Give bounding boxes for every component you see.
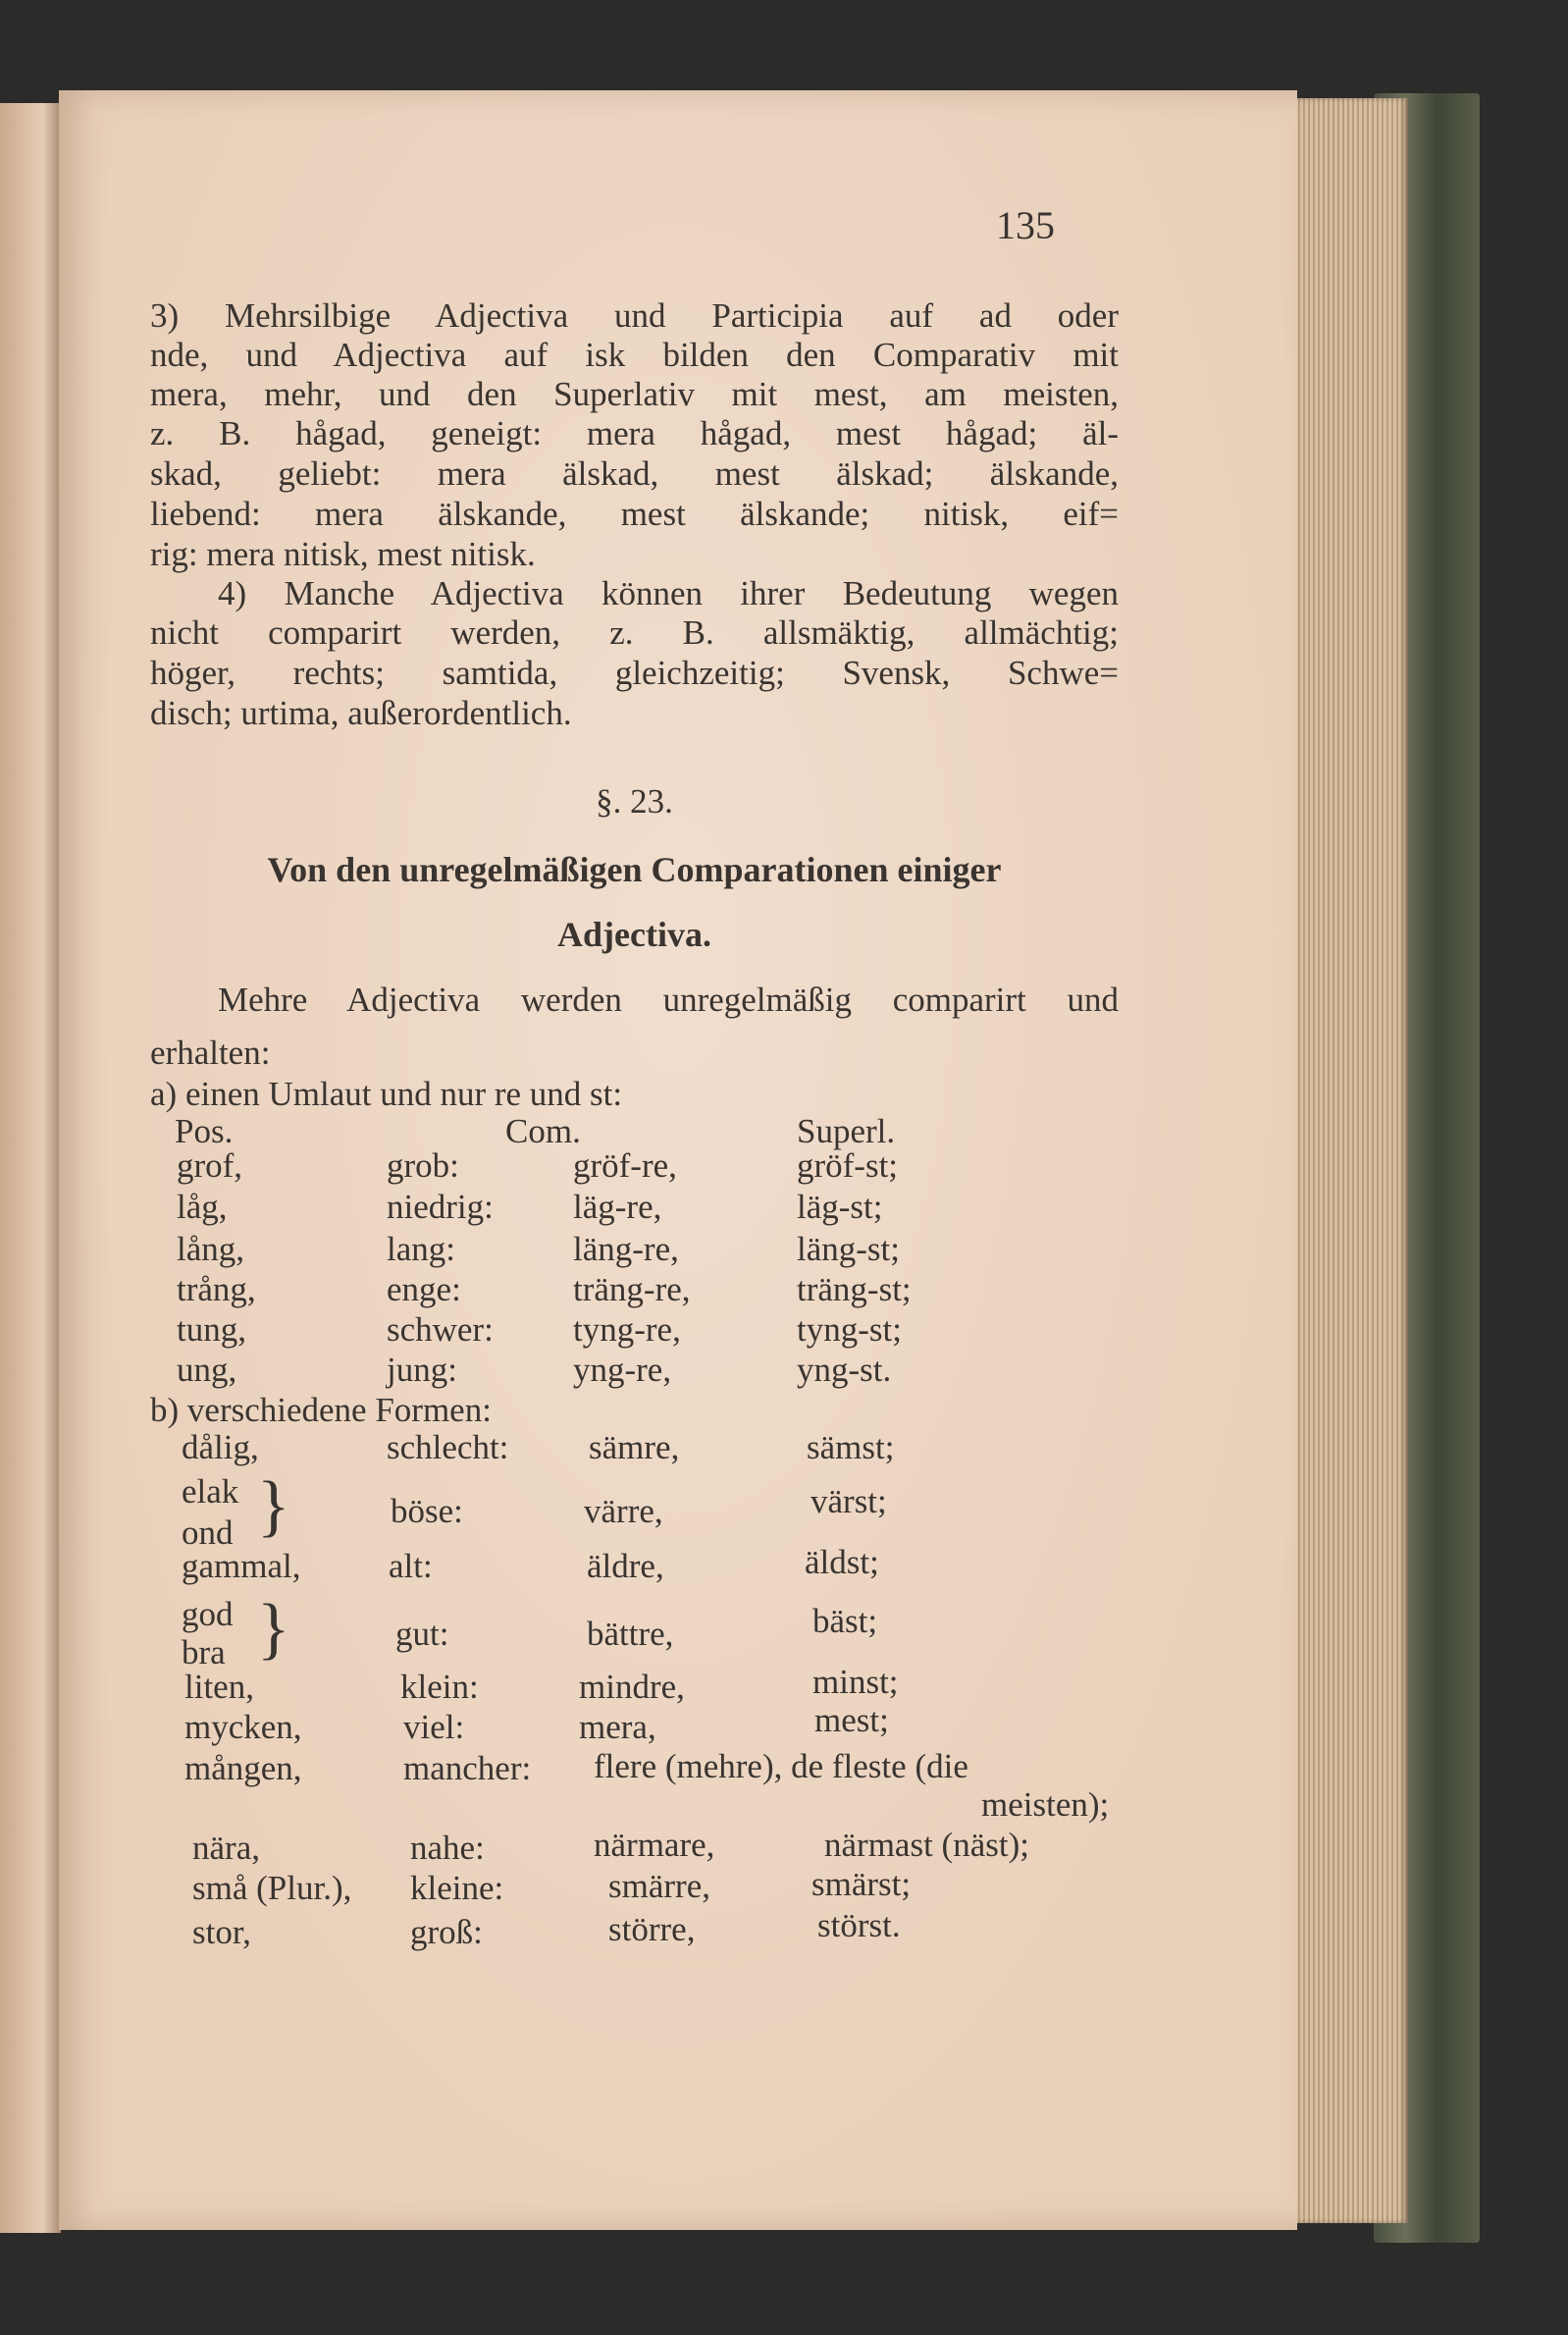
cell: tyng-re, [573,1310,681,1349]
page-number: 135 [996,203,1055,247]
cell: klein: [400,1668,479,1706]
cell: liten, [184,1668,254,1706]
cell: god [182,1595,234,1633]
cell: träng-re, [573,1270,691,1308]
cell: elak [182,1472,239,1511]
cell: äldre, [587,1547,664,1585]
cell: mången, [184,1749,302,1787]
cell: bäst; [812,1602,878,1640]
text-line: 4) Manche Adjectiva können ihrer Bedeutung wegen [218,574,1119,612]
cell: jung: [387,1351,457,1389]
cell: mindre, [579,1668,685,1706]
cell: störst. [817,1906,901,1944]
cell: lang: [387,1230,455,1268]
cell: nahe: [410,1829,485,1867]
cell: ond [182,1513,234,1552]
cell: ung, [177,1351,237,1389]
cell: mera, [579,1708,656,1746]
cell: flere (mehre), de fleste (die [594,1747,968,1785]
cell: närmare, [594,1826,715,1864]
cell: sämre, [589,1428,680,1466]
cell: niedrig: [387,1188,494,1226]
cell: grob: [387,1146,459,1185]
cell: läng-st; [797,1230,900,1268]
cell: alt: [389,1547,433,1585]
cell: små (Plur.), [192,1869,352,1907]
cell: enge: [387,1270,461,1308]
cell: gut: [395,1615,449,1653]
header-pos: Pos. [175,1112,234,1150]
text-line: skad, geliebt: mera älskad, mest älskad; älskande, [150,454,1119,493]
header-superl: Superl. [797,1112,896,1150]
facing-page-edge [0,103,61,2233]
cell: läg-re, [573,1188,662,1226]
text-line: disch; urtima, außerordentlich. [150,694,572,732]
cell: dålig, [182,1428,259,1466]
text-line: mera, mehr, und den Superlativ mit mest, am meisten, [150,375,1119,413]
cell: gröf-st; [797,1146,899,1185]
cell: yng-re, [573,1351,672,1389]
cell: gröf-re, [573,1146,677,1185]
cell: mancher: [403,1749,532,1787]
cell: nära, [192,1829,260,1867]
cell: läg-st; [797,1188,883,1226]
cell: kleine: [410,1869,504,1907]
text-line: höger, rechts; samtida, gleichzeitig; Svensk, Schwe= [150,654,1119,692]
section-number: §. 23. [596,782,673,821]
cell: tyng-st; [797,1310,902,1349]
cell: böse: [391,1492,463,1530]
header-com: Com. [505,1112,581,1150]
section-heading-line2: Adjectiva. [557,915,711,954]
cell: smärst; [811,1865,912,1903]
cell: stor, [192,1913,251,1951]
cell: låg, [177,1188,228,1226]
intro-line: erhalten: [150,1034,271,1072]
text-line: rig: mera nitisk, mest nitisk. [150,535,536,573]
text-line: nicht comparirt werden, z. B. allsmäktig, allmächtig; [150,613,1119,652]
cell: trång, [177,1270,256,1308]
cell: bättre, [587,1615,674,1653]
text-line: liebend: mera älskande, mest älskande; nitisk, eif= [150,495,1119,533]
brace-icon: } [257,1468,290,1544]
cell: närmast (näst); [824,1826,1029,1864]
cell: större, [608,1910,696,1948]
cell: tung, [177,1310,246,1349]
cell: groß: [410,1913,483,1951]
part-b-label: b) verschiedene Formen: [150,1391,492,1429]
cell: lång, [177,1230,245,1268]
cell: mycken, [184,1708,302,1746]
cell: mest; [814,1701,889,1739]
cell: meisten); [981,1785,1110,1824]
cell: sämst; [807,1428,895,1466]
cell: smärre, [608,1867,710,1905]
text-line: z. B. hågad, geneigt: mera hågad, mest hågad; äl- [150,414,1119,452]
cell: schlecht: [387,1428,509,1466]
brace-icon: } [257,1591,290,1667]
part-a-label: a) einen Umlaut und nur re und st: [150,1075,623,1113]
text-line: 3) Mehrsilbige Adjectiva und Participia auf ad oder [150,296,1119,335]
cell: äldst; [805,1543,879,1581]
cell: schwer: [387,1310,494,1349]
cell: grof, [177,1146,243,1185]
cell: yng-st. [797,1351,892,1389]
cell: träng-st; [797,1270,912,1308]
cell: läng-re, [573,1230,679,1268]
intro-line: Mehre Adjectiva werden unregelmäßig comparirt und [218,981,1119,1019]
cell: värre, [584,1492,663,1530]
cell: minst; [812,1663,899,1701]
cell: värst; [810,1482,887,1520]
cell: bra [182,1633,226,1672]
cell: gammal, [182,1547,301,1585]
cell: viel: [403,1708,465,1746]
text-line: nde, und Adjectiva auf isk bilden den Comparativ mit [150,336,1119,374]
section-heading: Von den unregelmäßigen Comparationen einiger [267,850,1002,889]
